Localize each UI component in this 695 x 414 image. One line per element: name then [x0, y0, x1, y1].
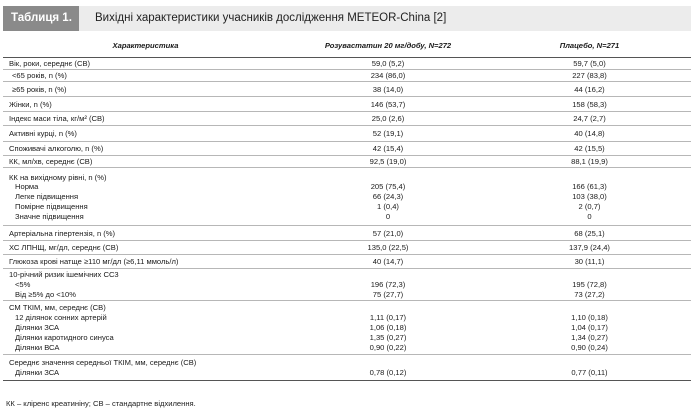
- cell-line: Активні курці, n (%): [9, 129, 77, 139]
- cell-characteristic: [3, 126, 288, 141]
- table-row: [3, 70, 691, 82]
- header-rosuvastatin: Розувастатин 20 мг/добу, N=272: [288, 35, 488, 58]
- cell-line: 30 (11,1): [574, 257, 605, 266]
- cell-line: 59,7 (5,0): [573, 59, 606, 69]
- cell-line: <65 років, n (%): [12, 71, 67, 81]
- cell-line: 10-річний ризик ішемічних СС3: [9, 270, 119, 279]
- cell-rosuvastatin: [288, 268, 488, 300]
- cell-placebo: [488, 300, 691, 355]
- cell-line: 44 (16,2): [574, 84, 605, 94]
- table-row: [3, 82, 691, 97]
- cell-line: Вік, роки, середнє (СВ): [9, 59, 91, 69]
- cell-line: 59,0 (5,2): [371, 59, 405, 69]
- cell-line: 52 (19,1): [372, 129, 404, 139]
- cell-rosuvastatin: [288, 82, 488, 97]
- cell-line: Жінки, n (%): [9, 99, 52, 109]
- cell-rosuvastatin: [288, 226, 488, 241]
- cell-rosuvastatin: [288, 70, 488, 82]
- cell-placebo: [488, 255, 691, 269]
- cell-line: 0,77 (0,11): [571, 367, 608, 377]
- cell-line: 1,06 (0,18): [369, 323, 407, 333]
- header-placebo: Плацебо, N=271: [488, 35, 691, 58]
- cell-rosuvastatin: [288, 240, 488, 254]
- cell-line: 1,10 (0,18): [571, 313, 608, 323]
- cell-line: 146 (53,7): [370, 99, 406, 109]
- cell-line: СМ ТКІМ, мм, середнє (СВ): [9, 303, 106, 313]
- table-row: [3, 268, 691, 300]
- cell-characteristic: [3, 112, 288, 126]
- cell-line: 0,90 (0,22): [369, 342, 407, 352]
- cell-rosuvastatin: [288, 168, 488, 226]
- cell-rosuvastatin: [288, 112, 488, 126]
- cell-rosuvastatin: [288, 155, 488, 168]
- cell-characteristic: [3, 58, 288, 70]
- cell-placebo: [488, 268, 691, 300]
- cell-characteristic: [3, 226, 288, 241]
- table-row: [3, 96, 691, 111]
- cell-line: Ділянки ЗСА: [15, 367, 60, 377]
- cell-placebo: [488, 141, 691, 155]
- cell-line: [288, 358, 488, 368]
- cell-line: 205 (75,4): [370, 182, 406, 192]
- cell-line: 57 (21,0): [372, 228, 404, 238]
- cell-placebo: [488, 155, 691, 168]
- table-row: [3, 240, 691, 254]
- cell-characteristic: [3, 268, 288, 300]
- cell-rosuvastatin: [288, 58, 488, 70]
- cell-line: ХС ЛПНЩ, мг/дл, середнє (СВ): [9, 243, 119, 253]
- cell-placebo: [488, 112, 691, 126]
- table-row: [3, 255, 691, 269]
- cell-line: 68 (25,1): [574, 228, 605, 238]
- cell-line: 195 (72,8): [572, 279, 607, 289]
- cell-line: 196 (72,3): [370, 279, 406, 289]
- cell-line: [488, 173, 691, 183]
- table-footnote: КК – кліренс креатиніну; СВ – стандартне відхилення.: [6, 399, 196, 408]
- cell-line: 40 (14,8): [574, 129, 605, 139]
- cell-line: Норма: [15, 182, 39, 192]
- table-title-bar: [3, 6, 691, 31]
- cell-characteristic: [3, 96, 288, 111]
- cell-line: Від ≥5% до <10%: [15, 289, 76, 299]
- cell-line: 158 (58,3): [572, 99, 607, 109]
- cell-line: 1,11 (0,17): [369, 313, 407, 323]
- cell-line: 42 (15,5): [574, 143, 605, 153]
- cell-line: 0: [385, 211, 391, 221]
- cell-line: [488, 270, 691, 280]
- cell-line: 227 (83,8): [572, 71, 607, 81]
- cell-characteristic: [3, 82, 288, 97]
- table-header-row: [3, 35, 691, 58]
- cell-line: ≥65 років, n (%): [12, 84, 67, 94]
- cell-line: 0: [587, 211, 592, 221]
- table-row: [3, 355, 691, 381]
- table-row: [3, 112, 691, 126]
- cell-characteristic: [3, 255, 288, 269]
- characteristics-table: [3, 35, 691, 381]
- table-row: [3, 155, 691, 168]
- cell-placebo: [488, 126, 691, 141]
- cell-line: Глюкоза крові натще ≥110 мг/дл (≥6,11 ммоль/л): [9, 257, 179, 266]
- cell-placebo: [488, 355, 691, 381]
- cell-line: 1 (0,4): [377, 202, 399, 212]
- cell-line: 0,90 (0,24): [571, 342, 608, 352]
- cell-characteristic: [3, 141, 288, 155]
- cell-rosuvastatin: [288, 255, 488, 269]
- cell-rosuvastatin: [288, 300, 488, 355]
- cell-characteristic: [3, 168, 288, 226]
- cell-line: [288, 270, 488, 280]
- cell-line: Ділянки ВСА: [15, 342, 60, 352]
- table-body: [3, 58, 691, 381]
- cell-line: 73 (27,2): [574, 289, 605, 299]
- cell-line: 135,0 (22,5): [367, 243, 409, 253]
- cell-line: 234 (86,0): [370, 71, 406, 81]
- cell-line: Індекс маси тіла, кг/м² (СВ): [9, 114, 105, 124]
- cell-placebo: [488, 168, 691, 226]
- table-number-tag: Таблиця 1.: [3, 6, 79, 31]
- cell-line: 24,7 (2,7): [573, 114, 606, 124]
- cell-line: [488, 303, 691, 313]
- cell-line: 66 (24,3): [372, 192, 404, 202]
- cell-rosuvastatin: [288, 126, 488, 141]
- cell-characteristic: [3, 355, 288, 381]
- table-row: [3, 168, 691, 226]
- cell-line: 166 (61,3): [572, 182, 607, 192]
- cell-line: 88,1 (19,9): [571, 157, 608, 167]
- cell-line: КК на вихідному рівні, n (%): [9, 172, 107, 182]
- cell-placebo: [488, 70, 691, 82]
- cell-line: 103 (38,0): [572, 192, 607, 202]
- table-title: Вихідні характеристики учасників дослідження METEOR-China [2]: [95, 12, 447, 24]
- table-row: [3, 126, 691, 141]
- cell-line: Ділянки каротидного синуса: [15, 332, 114, 342]
- table-row: [3, 58, 691, 70]
- cell-line: Артеріальна гіпертензія, n (%): [9, 228, 116, 238]
- cell-rosuvastatin: [288, 355, 488, 381]
- cell-line: [488, 358, 691, 368]
- cell-line: 42 (15,4): [372, 143, 404, 153]
- cell-characteristic: [3, 155, 288, 168]
- cell-placebo: [488, 58, 691, 70]
- cell-line: 1,35 (0,27): [369, 332, 407, 342]
- cell-line: Значне підвищення: [15, 211, 84, 221]
- cell-line: 92,5 (19,0): [369, 157, 407, 167]
- cell-line: 40 (14,7): [372, 257, 404, 266]
- cell-rosuvastatin: [288, 96, 488, 111]
- cell-line: 1,34 (0,27): [571, 332, 608, 342]
- cell-line: 0,78 (0,12): [369, 367, 407, 377]
- table-row: [3, 141, 691, 155]
- cell-line: <5%: [15, 279, 31, 289]
- cell-characteristic: [3, 70, 288, 82]
- cell-placebo: [488, 240, 691, 254]
- cell-line: 2 (0,7): [578, 202, 601, 212]
- cell-line: Помірне підвищення: [15, 202, 88, 212]
- table-row: [3, 226, 691, 241]
- cell-line: 1,04 (0,17): [571, 323, 608, 333]
- cell-characteristic: [3, 240, 288, 254]
- cell-placebo: [488, 82, 691, 97]
- cell-line: 25,0 (2,6): [371, 114, 405, 124]
- table-row: [3, 300, 691, 355]
- cell-line: Легке підвищення: [15, 192, 79, 202]
- cell-line: Ділянки ЗСА: [15, 323, 60, 333]
- cell-line: 38 (14,0): [372, 84, 404, 94]
- cell-line: 137,9 (24,4): [569, 243, 610, 253]
- cell-line: 75 (27,7): [372, 289, 404, 299]
- cell-placebo: [488, 96, 691, 111]
- cell-line: Споживачі алкоголю, n (%): [9, 143, 104, 153]
- header-characteristic: Характеристика: [3, 35, 288, 58]
- cell-line: 12 ділянок сонних артерій: [15, 313, 107, 323]
- cell-line: [288, 173, 488, 183]
- cell-line: Середнє значення середньої ТКІМ, мм, середнє (СВ): [9, 358, 197, 368]
- cell-rosuvastatin: [288, 141, 488, 155]
- cell-characteristic: [3, 300, 288, 355]
- cell-placebo: [488, 226, 691, 241]
- cell-line: [288, 303, 488, 313]
- cell-line: КК, мл/хв, середнє (СВ): [9, 157, 93, 167]
